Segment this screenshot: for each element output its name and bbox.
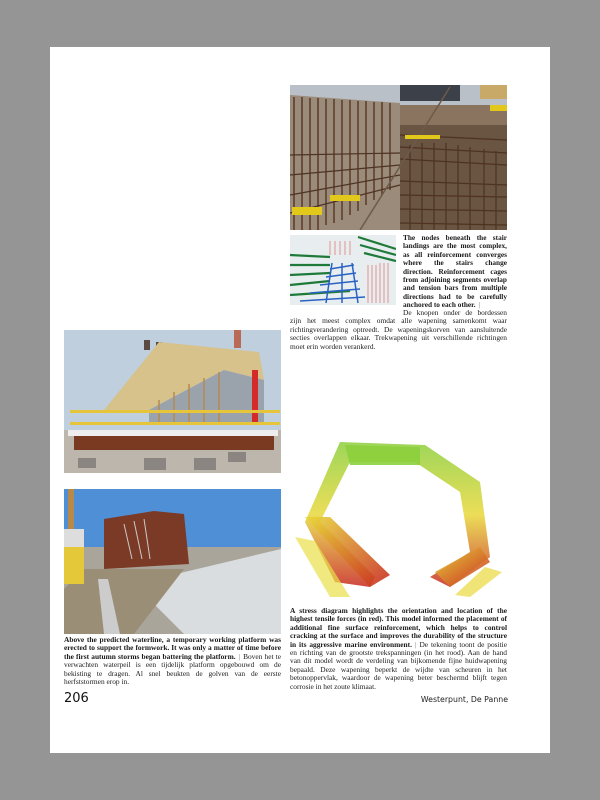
caption-platform-en: Above the predicted waterline, a temporary working platform was erected to support the formwork. It was only a matter of time before the first autumn storms began battering the platform. [64,635,281,661]
caption-stress-en: A stress diagram highlights the orientation and location of the highest tensile forces (in red). This model informed the placement of additional fine surface reinforcement, which helps to control cracking at the surface and improves the durability of the structure in its aggressive marine environment. [290,606,507,649]
rebar-model-image [290,235,396,305]
rebar-stair-image [290,85,507,230]
page-number: 206 [64,691,89,706]
stress-diagram-image [290,437,507,607]
formwork-platform-photo [64,330,281,473]
running-title: Westerpunt, De Panne [420,695,508,704]
caption-stair-nodes [403,234,507,310]
stress-diagram [290,437,507,607]
rebar-3d-model [290,235,396,305]
rebar-stair-photo [290,85,507,230]
caption-separator: | [414,639,417,649]
caption-stress [290,607,507,691]
caption-stair-nodes-nl-text: De knopen onder de bordessen zijn het meest complex omdat alle wapening samenkomt waar richtingverandering optreedt. De wapeningskorven van aansluitende secties overlappen elkaar. Trekwapening uit verschillende richtingen moet erin worden verankerd. [290,308,507,351]
caption-platform-nl: Boven het te verwachten waterpeil is een tijdelijk platform opgebouwd om de bekisting te dragen. Al snel beukten de golven van de eerste herfststormen erop in. [64,651,281,687]
storm-image [64,489,281,634]
caption-platform [64,636,281,686]
magazine-page [50,47,550,753]
caption-stair-nodes-nl [290,309,507,351]
storm-beach-photo [64,489,281,634]
caption-stress-nl: De tekening toont de positie en richting van de grootste trekspanningen (in het rood). Aan de hand van dit model wordt de verdeling van bijkomende fijne huidwapening bepaald. Deze wapening beperkt de wijdte van scheuren in het betonoppervlak, waardoor de wapening beter beschermd blijft tegen corrosie in het zoute klimaat. [290,639,507,691]
formwork-image [64,330,281,473]
caption-separator: | [238,651,241,661]
caption-separator: | [478,300,481,310]
caption-stair-nodes-en: The nodes beneath the stair landings are the most complex, as all reinforcement converges where the stairs change direction. Reinforcement cages from adjoining segments overlap and tension bars from multiple directions had to be carefully anchored to each other. [403,233,507,310]
